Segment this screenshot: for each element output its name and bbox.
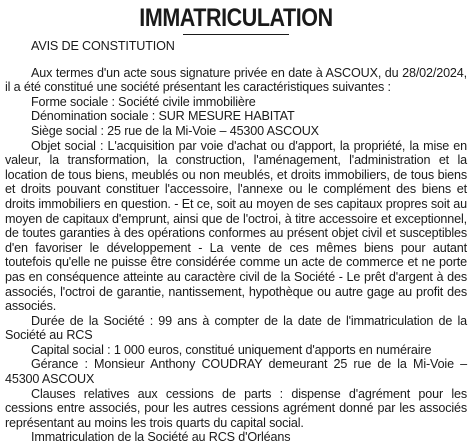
capital-social: Capital social : 1 000 euros, constitué uniquement d'apports en numéraire	[31, 342, 432, 357]
notice-heading: IMMATRICULATION	[139, 4, 333, 32]
gerance: Gérance : Monsieur Anthony COUDRAY demeurant 25 rue de la Mi-Voie – 45300 ASCOUX	[5, 357, 467, 387]
forme-sociale: Forme sociale : Société civile immobilière	[31, 94, 256, 109]
notice-subtitle: AVIS DE CONSTITUTION	[31, 39, 175, 53]
siege-social: Siège social : 25 rue de la Mi-Voie – 45300 ASCOUX	[31, 123, 319, 138]
clauses-cessions: Clauses relatives aux cessions de parts : dispense d'agrément pour les cessions entre associés, pour les autres cessions agrément donné par les associés représentant au moins les trois quarts du capital social.	[5, 386, 467, 430]
duree-societe: Durée de la Société : 99 ans à compter de la date de l'immatriculation de la Société au RCS	[5, 313, 467, 343]
denomination-sociale: Dénomination sociale : SUR MESURE HABITAT	[31, 109, 295, 124]
immatriculation-rcs: Immatriculation de la Société au RCS d'Orléans	[31, 430, 291, 445]
heading-underline	[183, 34, 289, 35]
objet-social: Objet social : L'acquisition par voie d'achat ou d'apport, la propriété, la mise en valeur, la transformation, la construction, l'aménagement, l'administration et la location de tous biens, meublés ou non meublés, et droits immobiliers, de tous biens et droits pouvant constituer l'accessoire, l'annexe ou le complément des biens et droits immobiliers en question. - Et ce, soit au moyen de ses capitaux propres soit au moyen de capitaux d'emprunt, ainsi que de l'octroi, à titre accessoire et exceptionnel, de toutes garanties à des opérations conformes au présent objet civil et susceptibles d'en favoriser le développement - La vente de ces mêmes biens pour autant toutefois qu'elle ne puisse être considérée comme un acte de commerce et ne porte pas en conséquence atteinte au caractère civil de la Société - Le prêt d'argent à des associés, l'octroi de garantie, nantissement, hypothèque ou autre gage au profit des associés.	[5, 138, 467, 314]
intro-paragraph: Aux termes d'un acte sous signature privée en date à ASCOUX, du 28/02/2024, il a été constitué une société présentant les caractéristiques suivantes :	[5, 65, 467, 95]
notice-body	[5, 39, 467, 445]
